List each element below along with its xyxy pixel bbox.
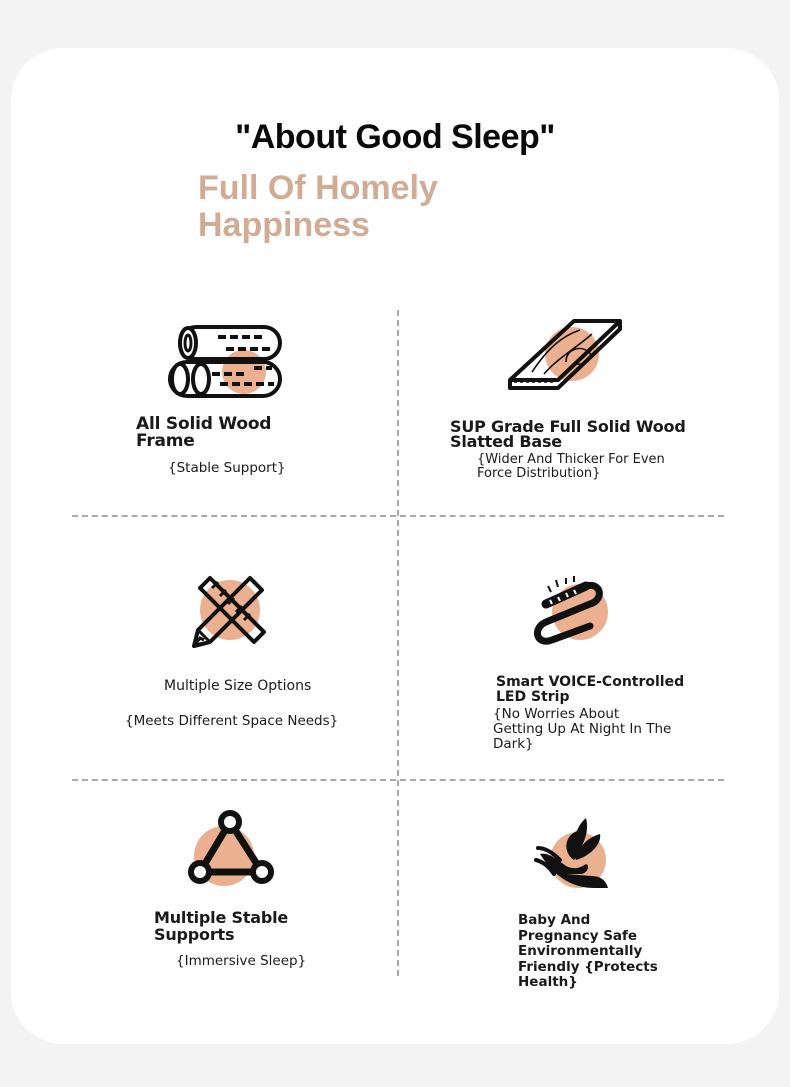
feature-title-5: Multiple Stable Supports xyxy=(154,908,289,944)
horizontal-divider-1 xyxy=(72,515,724,517)
wood-logs-icon xyxy=(166,322,284,400)
ruler-pencil-icon xyxy=(190,574,268,650)
feature-note-1: {Stable Support} xyxy=(168,460,286,476)
hand-leaf-icon xyxy=(536,814,616,894)
feature-title-3: Multiple Size Options xyxy=(164,678,312,694)
feature-note-5: {Immersive Sleep} xyxy=(176,953,307,969)
feature-title-4: Smart VOICE-Controlled LED Strip xyxy=(496,674,685,705)
led-strip-icon xyxy=(528,574,612,650)
page-title: "About Good Sleep" xyxy=(235,118,555,156)
triangle-support-icon xyxy=(186,810,274,888)
feature-note-4: {No Worries About Getting Up At Night In The Dark} xyxy=(493,706,672,752)
feature-note-3: {Meets Different Space Needs} xyxy=(125,713,339,729)
horizontal-divider-2 xyxy=(72,779,724,781)
feature-title-1: All Solid Wood Frame xyxy=(136,414,272,451)
feature-title-6: Baby And Pregnancy Safe Environmentally Friendly {Protects Health} xyxy=(518,912,658,990)
feature-note-2: {Wider And Thicker For Even Force Distribution} xyxy=(477,452,665,481)
wood-plank-icon xyxy=(506,318,624,392)
page-subtitle: Full Of Homely Happiness xyxy=(198,169,438,244)
vertical-divider xyxy=(397,310,399,976)
feature-title-2: SUP Grade Full Solid Wood Slatted Base xyxy=(450,417,686,451)
